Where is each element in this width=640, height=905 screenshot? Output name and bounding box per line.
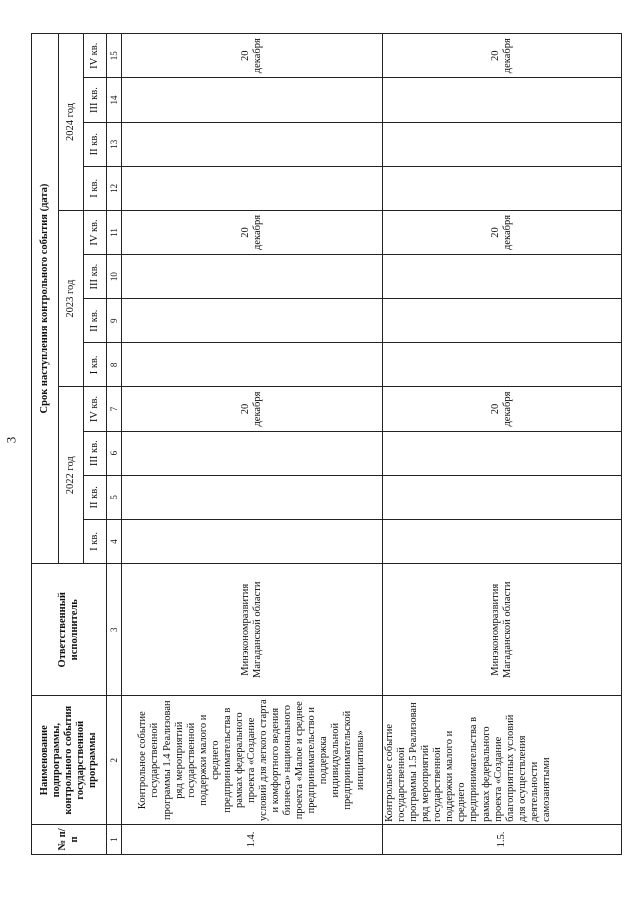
- row-executor: Минэкономразвития Магаданской области: [122, 564, 383, 696]
- q3-2022: III кв.: [84, 431, 107, 475]
- schedule-table: [31, 33, 622, 855]
- col-number: 9: [107, 299, 122, 343]
- q3-2024: III кв.: [84, 78, 107, 122]
- col-number: 12: [107, 166, 122, 210]
- col-number: 15: [107, 34, 122, 78]
- q2-2022: II кв.: [84, 475, 107, 519]
- row-num: 1.5.: [383, 824, 622, 854]
- q2-2023: II кв.: [84, 299, 107, 343]
- col-number: 6: [107, 431, 122, 475]
- empty-cell: [122, 519, 383, 563]
- empty-cell: [383, 343, 622, 387]
- empty-cell: [383, 78, 622, 122]
- col-number: 4: [107, 519, 122, 563]
- col-number: 10: [107, 255, 122, 299]
- table-row: [122, 34, 383, 855]
- page-number: 3: [3, 436, 19, 444]
- header-year-2023: 2023 год: [59, 210, 84, 387]
- row-name: Контрольное событие государственной программы 1.5 Реализован ряд мероприятий государственной поддержки малого и среднего предпринимательства в рамках федерального проекта «Создание благоприятных условий для осуществления деятельности самозанятыми: [383, 696, 622, 824]
- empty-cell: [122, 78, 383, 122]
- date-q4-2022: 20 декабря: [122, 387, 383, 431]
- column-number-row: [107, 34, 122, 855]
- col-number: 7: [107, 387, 122, 431]
- q3-2023: III кв.: [84, 255, 107, 299]
- empty-cell: [122, 299, 383, 343]
- date-q4-2023: 20 декабря: [122, 210, 383, 254]
- col-number: 11: [107, 210, 122, 254]
- q4-2022: IV кв.: [84, 387, 107, 431]
- col-number: 5: [107, 475, 122, 519]
- col-number: 8: [107, 343, 122, 387]
- row-name: Контрольное событие государственной программы 1.4 Реализован ряд мероприятий государственной поддержки малого и среднего предпринимательства в рамках федерального проекта «Создание условий для легкого старта и комфортного ведения бизнеса» национального проекта «Малое и среднее предпринимательство и поддержка индивидуальной предпринимательской инициативы»: [122, 696, 383, 824]
- q1-2024: I кв.: [84, 166, 107, 210]
- empty-cell: [122, 166, 383, 210]
- empty-cell: [122, 431, 383, 475]
- empty-cell: [383, 431, 622, 475]
- header-name: Наименование подпрограммы, контрольного события государственной программы: [32, 696, 107, 824]
- col-number: 14: [107, 78, 122, 122]
- col-number: 3: [107, 564, 122, 696]
- empty-cell: [122, 343, 383, 387]
- header-deadline: Срок наступления контрольного события (дата): [32, 34, 59, 564]
- col-number: 2: [107, 696, 122, 824]
- table-row: [383, 34, 622, 855]
- col-number: 13: [107, 122, 122, 166]
- empty-cell: [122, 255, 383, 299]
- empty-cell: [383, 299, 622, 343]
- empty-cell: [122, 122, 383, 166]
- q1-2023: I кв.: [84, 343, 107, 387]
- empty-cell: [122, 475, 383, 519]
- row-num: 1.4.: [122, 824, 383, 854]
- q4-2024: IV кв.: [84, 34, 107, 78]
- q4-2023: IV кв.: [84, 210, 107, 254]
- empty-cell: [383, 519, 622, 563]
- empty-cell: [383, 255, 622, 299]
- header-num: № п/п: [32, 824, 107, 854]
- col-number: 1: [107, 824, 122, 854]
- date-q4-2022: 20 декабря: [383, 387, 622, 431]
- header-year-2024: 2024 год: [59, 34, 84, 211]
- q1-2022: I кв.: [84, 519, 107, 563]
- empty-cell: [383, 166, 622, 210]
- q2-2024: II кв.: [84, 122, 107, 166]
- empty-cell: [383, 475, 622, 519]
- date-q4-2023: 20 декабря: [383, 210, 622, 254]
- row-executor: Минэкономразвития Магаданской области: [383, 564, 622, 696]
- date-q4-2024: 20 декабря: [122, 34, 383, 78]
- header-executor: Ответственный исполнитель: [32, 564, 107, 696]
- date-q4-2024: 20 декабря: [383, 34, 622, 78]
- header-year-2022: 2022 год: [59, 387, 84, 564]
- empty-cell: [383, 122, 622, 166]
